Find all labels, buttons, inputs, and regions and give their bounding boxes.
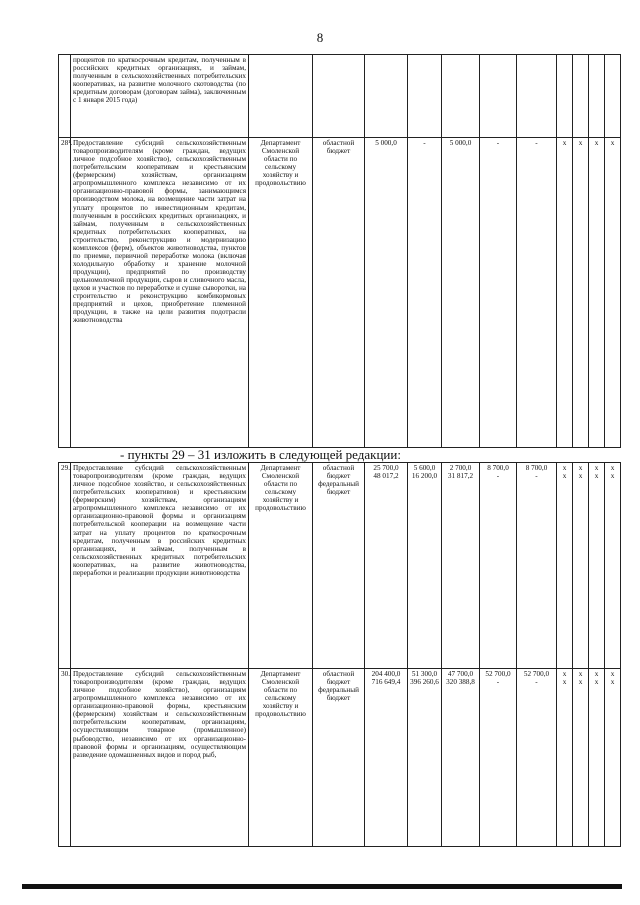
- indicator-mark: x: [594, 464, 599, 472]
- table-row-28-1: [59, 138, 621, 448]
- indicator-mark: x: [594, 670, 599, 678]
- row-budget-sources: [313, 463, 365, 669]
- page-number: 8: [316, 30, 324, 45]
- row-executor: Департамент Смоленской области по сельскому хозяйству и продовольствию: [249, 669, 313, 847]
- table-row-continued: [59, 55, 621, 138]
- indicator-mark: x: [578, 670, 583, 678]
- value-year-2: 320 388,8: [446, 678, 475, 687]
- row-description: Предоставление субсидий сельскохозяйственным товаропроизводителям (кроме граждан, ведущих личное подсобное хозяйство), организациям агропромышленного комплекса независимо от их организационно-правовой формы, крестьянским (фермерским) хозяйствам и сельскохозяйственным потребительским кооперативам, организациям, осуществляющим товарное (промышленное) рыбоводство, независимо от их организационно-правовой формы и организациям, осуществляющим разведение одомашненных видов и пород рыб,: [71, 669, 249, 847]
- indicator-mark: x: [610, 670, 615, 678]
- value-year-1: 16 200,0: [411, 472, 438, 481]
- budget-federal: федеральный бюджет: [318, 480, 359, 497]
- indicator-mark: x: [562, 472, 567, 481]
- value-year-4: -: [535, 678, 538, 687]
- row-description: Предоставление субсидий сельскохозяйственным товаропроизводителям (кроме граждан, ведущих личное подсобное хозяйство, и сельскохозяйственных потребительских кооперативов) и крестьянским (фермерским) хозяйствам, организациям агропромышленного комплекса независимо от их организационно-правовой формы и организациям потребительской кооперации на возмещение части затрат на уплату процентов по краткосрочным кредитам, полученным в российских кредитных организациях, и займам, полученным в сельскохозяйственных кредитных потребительских кооперативах, на развитие животноводства, переработки и реализации продукции животноводства: [71, 463, 249, 669]
- value-year-3: 8 700,0: [487, 464, 509, 472]
- indicator-mark: x: [578, 464, 583, 472]
- value-total: 716 649,4: [371, 678, 401, 687]
- amendment-heading: - пункты 29 – 31 изложить в следующей редакции:: [120, 447, 401, 462]
- value-year-3: -: [496, 678, 500, 687]
- value-year-4: 52 700,0: [523, 670, 550, 678]
- value-year-1: 5 600,0: [413, 464, 436, 472]
- row-number: 30.: [59, 669, 71, 847]
- indicator-mark: x: [610, 464, 615, 472]
- table-row-30: [59, 669, 621, 847]
- indicator-mark: x: [594, 678, 599, 687]
- indicator-mark: x: [562, 670, 567, 678]
- indicator-mark: x: [562, 464, 567, 472]
- row-executor: Департамент Смоленской области по сельскому хозяйству и продовольствию: [249, 138, 313, 448]
- row-number: 29.: [59, 463, 71, 669]
- value-year-4: -: [535, 472, 538, 481]
- row-description: процентов по краткосрочным кредитам, полученным в российских кредитных организациях, и займам, полученным в сельскохозяйственных потребительских кооперативах, на развитие молочного скотоводства (по кредитным договорам (договорам займа), заключенным с 1 января 2015 года): [71, 55, 249, 138]
- indicator-mark: x: [578, 472, 583, 481]
- row-budget-source: областной бюджет: [313, 138, 365, 448]
- value-year-2: 47 700,0: [447, 670, 474, 678]
- indicator-mark: x: [578, 678, 583, 687]
- value-total: 204 400,0: [371, 670, 401, 678]
- value-year-2: 2 700,0: [449, 464, 472, 472]
- indicator-mark: x: [594, 472, 599, 481]
- row-description: Предоставление субсидий сельскохозяйственным товаропроизводителям (кроме граждан, ведущих личное подсобное хозяйство), сельскохозяйственным потребительским кооперативам и крестьянским (фермерским) хозяйствам, организациям агропромышленного комплекса независимо от их организационно-правовой формы, занимающимся производством молока, на возмещение части затрат на уплату процентов по инвестиционным кредитам, полученным в российских кредитных организациях, и займам, полученным в сельскохозяйственных кредитных потребительских кооперативах, на строительство, реконструкцию и модернизацию комплексов (ферм), объектов животноводства, пунктов по приемке, первичной переработке молока (включая холодильную обработку и хранение молочной продукции), предприятий по производству цельномолочной продукции, сыров и сливочного масла, цехов и участков по переработке и сушке сыворотки, на строительство и реконструкцию комбикормовых предприятий и цехов, приобретение племенной продукции, в также на цели развития подотрасли животноводства: [71, 138, 249, 448]
- budget-regional: областной бюджет: [322, 670, 355, 687]
- program-table-bottom: [58, 462, 621, 847]
- value-year-1: -: [408, 138, 442, 448]
- indicator-mark: x: [610, 472, 615, 481]
- value-year-2: 5 000,0: [442, 138, 480, 448]
- budget-regional: областной бюджет: [322, 464, 355, 481]
- value-year-1: 396 260,6: [410, 678, 439, 687]
- indicator-mark: x: [610, 678, 615, 687]
- indicator-mark: x: [589, 138, 605, 448]
- value-total: 25 700,0: [373, 464, 399, 472]
- value-total: 5 000,0: [365, 138, 408, 448]
- value-year-3: -: [496, 472, 500, 481]
- row-number: 28¹.: [59, 138, 71, 448]
- value-total: 48 017,2: [373, 472, 399, 481]
- budget-federal: федеральный бюджет: [318, 686, 359, 703]
- indicator-mark: x: [573, 138, 589, 448]
- value-year-1: 51 300,0: [411, 670, 438, 678]
- value-year-4: -: [517, 138, 557, 448]
- value-year-3: -: [480, 138, 517, 448]
- indicator-mark: x: [605, 138, 621, 448]
- value-year-2: 31 817,2: [447, 472, 474, 481]
- program-table-top: [58, 54, 621, 448]
- value-year-4: 8 700,0: [525, 464, 548, 472]
- row-executor: Департамент Смоленской области по сельскому хозяйству и продовольствию: [249, 463, 313, 669]
- value-year-3: 52 700,0: [485, 670, 511, 678]
- scan-bottom-border: [22, 884, 622, 889]
- indicator-mark: x: [562, 678, 567, 687]
- row-budget-sources: [313, 669, 365, 847]
- indicator-mark: x: [557, 138, 573, 448]
- table-row-29: [59, 463, 621, 669]
